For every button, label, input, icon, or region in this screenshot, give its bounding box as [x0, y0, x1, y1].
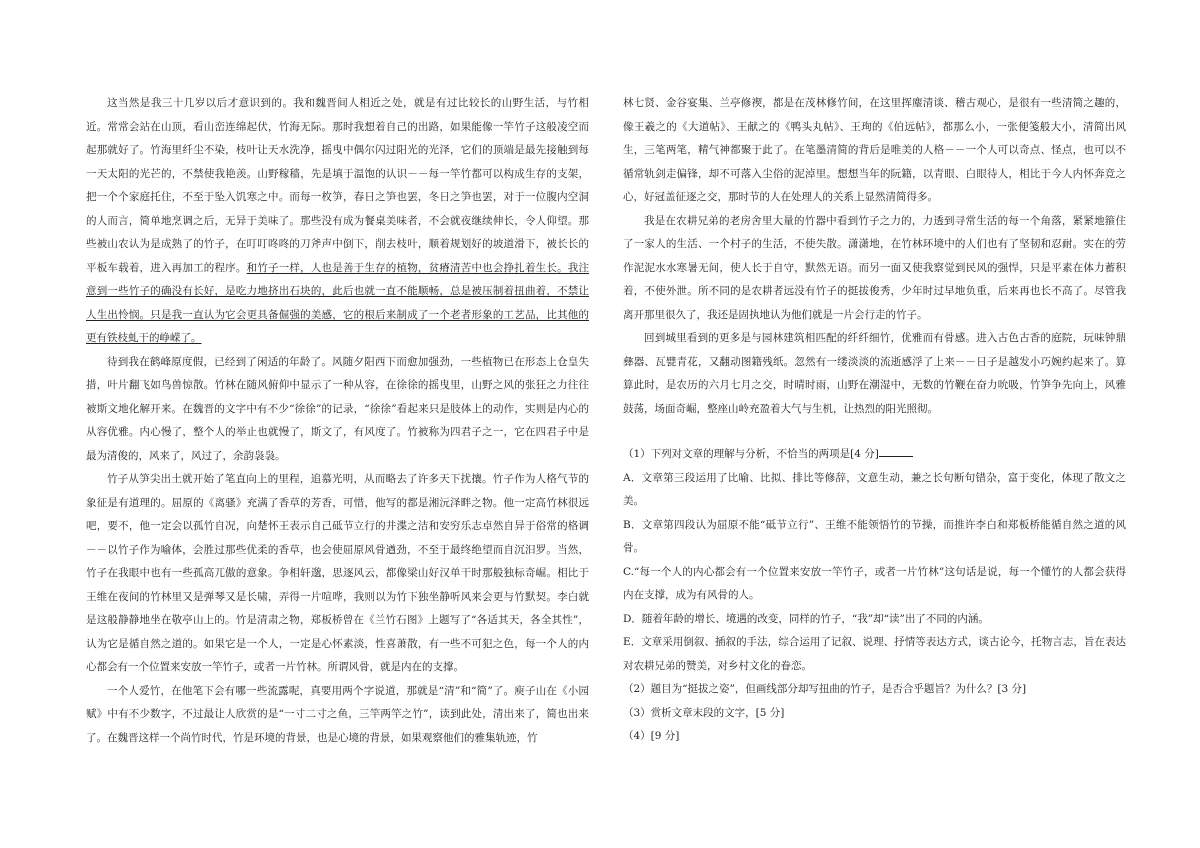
- paragraph-5: 林七贤、金谷宴集、兰亭修禊，都是在茂林修竹间，在这里挥麈清谈、稽古观心，是很有一些清简之趣的，像王羲之的《大道帖》、王献之的《鸭头丸帖》、王珣的《伯远帖》，都那么小，一张便笺般大小，清简出风生，三笔两笔，精气神都聚于此了。在笔墨清简的背后是唯美的人格－－一个人可以奇点、怪点，也可以不循常轨剑走偏锋，却不可落入尘俗的泥淖里。想想当年的阮籍，以青眼、白眼待人，相比于今人内怀奔竞之心，好冠盖征逐之交，那时节的人在处理人的关系上显然清简得多。: [623, 97, 1126, 203]
- option-d: D．随着年龄的增长、境遇的改变，同样的竹子，“我”却“读”出了不同的内涵。: [623, 612, 989, 625]
- paragraph-7: 回到城里看到的更多是与园林建筑相匹配的纤纤细竹，优雅而有骨感。进入古色古香的庭院，玩味钟鼎彝器、瓦甓青花，又翻动图籍残纸。忽然有一缕淡淡的流逝感浮了上来－－日子是越发小巧婉约起来了。算算此时，是农历的六月七月之交，时晴时雨，山野在潮湿中，无数的竹鞭在奋力吮吸，竹笋争先向上，风雅鼓荡，场面奇崛，整座山岭充盈着大气与生机，让热烈的阳光照彻。: [623, 332, 1126, 415]
- paragraph-1-text: 这当然是我三十几岁以后才意识到的。我和魏晋间人相近之处，就是有过比较长的山野生活，与竹相近。常常会站在山顶，看山峦连绵起伏，竹海无际。那时我想着自己的出路，如果能像一竿竹子这般凌空而起那就好了。竹海里纤尘不染，枝叶让天水洗净，摇曳中偶尔闪过阳光的光泽，它们的顶端是最先接触到每一天太阳的光芒的，不禁使我艳羡。山野稼穑，先是填于温饱的认识－－每一竿竹都可以构成生存的支架，把一个个家庭托住，不至于坠入饥寒之中。而每一枚笋，春日之笋也罢，冬日之笋也罢，对于一位腹内空洞的人而言，简单地烹调之后，无异于美味了。那些没有成为餐桌美味者，不会就夜继续伸长，令人仰望。那些被山农认为是成熟了的竹子，在叮叮咚咚的刀斧声中倒下，削去枝叶，顺着规划好的坡道滑下，被长长的平板车载着，进入再加工的程序。: [86, 97, 589, 274]
- right-column: [623, 92, 1126, 749]
- question-3: （3）赏析文章末段的文字，[5 分]: [623, 706, 785, 719]
- paragraph-1: [86, 92, 589, 351]
- question-2: （2）题目为“挺拔之姿”，但画线部分却写扭曲的竹子，是否合乎题旨？为什么？[3 分]: [623, 683, 1027, 695]
- question-1-stem: [623, 443, 1126, 467]
- question-4: （4）[9 分]: [623, 730, 680, 742]
- paragraph-3: 竹子从笋尖出土就开始了笔直向上的里程，追慕光明，从而略去了许多天下扰攘。竹子作为人格气节的象征是有道理的。屈原的《离骚》充满了香草的芳香，可惜，他写的都是湘沅泽畔之物。他一定高竹林很远吧，要不，他一定会以孤竹自况，向楚怀王表示自己砥节立行的井渫之洁和安穷乐志卓然自异于俗常的格调－－以竹子作为喻体，会胜过那些优柔的香草，也会使屈原风骨遒劲，不至于最终绝望而自沉汨罗。当然，竹子在我眼中也有一些孤高兀傲的意象。争相轩邈，思逐风云，都像梁山好汉单干时那般独标奇崛。相比于王维在夜间的竹林里又是弹琴又是长啸，弄得一片喧哗，我则以为竹下独坐静听风来会更与竹默契。李白就是这般静静地坐在敬亭山上的。竹是清肃之物，郑板桥曾在《兰竹石图》上题写了“各适其天，各全其性”，认为它是循自然之道的。如果它是一个人，一定是心怀素淡，性喜萧散，有一些不可犯之色，每一个人的内心都会有一个位置来安放一竿竹子，或者一片竹林。所谓风骨，就是内在的支撑。: [86, 473, 589, 673]
- section-gap: [623, 421, 1126, 443]
- underlined-passage: 和竹子一样，人也是善于生存的植物，贫瘠清苦中也会挣扎着生长。我注意到一些竹子的确没有长好，是吃力地挤出石块的，此后也就一直不能顺畅，总是被压制着扭曲着，不禁让人生出怜悯。只是我一直认为它会更具备倔强的美感，它的根后来制成了一个老者形象的工艺品，比其他的更有铁枝虬干的峥嵘了。: [86, 261, 590, 344]
- option-a: A．文章第三段运用了比喻、比拟、排比等修辞，文意生动，兼之长句断句错杂，富于变化，体现了散文之美。: [623, 471, 1126, 507]
- option-b: B．文章第四段认为屈原不能“砥节立行”、王维不能领悟竹的节操，而推许李白和郑板桥能循自然之道的风骨。: [623, 518, 1126, 554]
- option-c: C.“每一个人的内心都会有一个位置来安放一竿竹子，或者一片竹林”这句话是说，每一个懂竹的人都会获得内在支撑，成为有风骨的人。: [623, 565, 1126, 601]
- question-1-stem-text: （1）下列对文章的理解与分析，不恰当的两项是[4 分]: [623, 448, 879, 460]
- paragraph-2: 待到我在鹤峰原度假，已经到了闲适的年龄了。风随夕阳西下而愈加强劲，一些植物已在形态上仓皇失措，叶片翻飞如鸟兽惊散。竹林在随风俯仰中显示了一种从容，在徐徐的摇曳里，山野之风的张狂之力往往被斯文地化解开来。在魏晋的文字中有不少“徐徐”的记录，“徐徐”看起来只是肢体上的动作，实则是内心的从容优雅。内心慢了，整个人的举止也就慢了，斯文了，有风度了。竹被称为四君子之一，它在四君子中是最为清俊的，风来了，风过了，余韵袅袅。: [86, 355, 589, 462]
- option-e: E．文章采用倒叙、插叙的手法，综合运用了记叙、说理、抒情等表达方式，谈古论今，托物言志，旨在表达对农耕兄弟的赞美，对乡村文化的眷恋。: [623, 636, 1126, 672]
- paragraph-6: 我是在农耕兄弟的老房舍里大量的竹器中看到竹子之力的，力透到寻常生活的每一个角落，紧紧地箍住了一家人的生活、一个村子的生活，不使失散。潇潇地，在竹林环境中的人们也有了坚韧和忍耐。实在的劳作泥泥水水寒暑无间，使人长于自守，默然无语。而另一面又使我察觉到民风的强悍，只是平素在体力蓄积着，不使外泄。所不同的是农耕者远没有竹子的挺拔俊秀，少年时过早地负重，后来再也长不高了。尽管我离开那里很久了，我还是固执地认为他们就是一片会行走的竹子。: [623, 214, 1126, 321]
- paragraph-4: 一个人爱竹，在他笔下会有哪一些流露呢，真要用两个字说道，那就是“清”和“简”了。庾子山在《小园赋》中有不少数字，不过最让人欣赏的是“一寸二寸之鱼，三竿两竿之竹”，读到此处，清出来了，简也出来了。在魏晋这样一个尚竹时代，竹是环境的背景，也是心境的背景，如果观察他们的雅集轨迹，竹: [86, 684, 589, 744]
- answer-blank[interactable]: [879, 443, 913, 457]
- left-column: [86, 92, 589, 750]
